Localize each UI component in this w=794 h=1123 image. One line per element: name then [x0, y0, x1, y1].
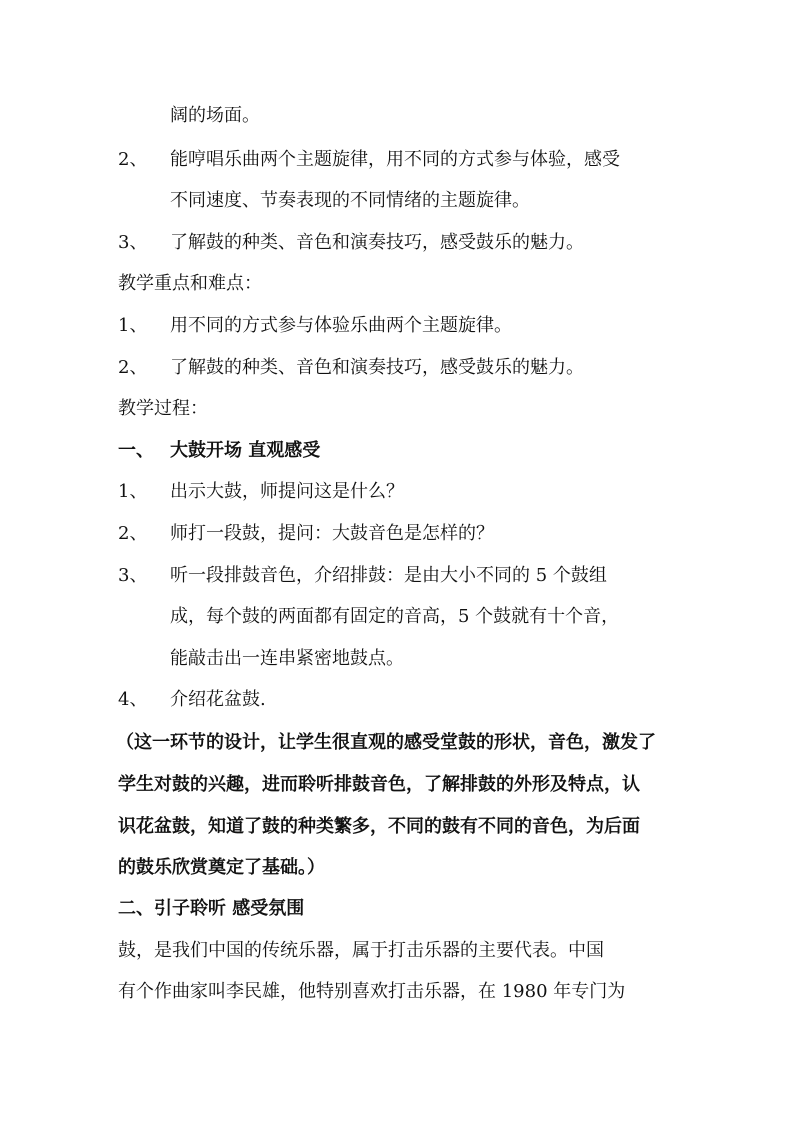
list-number: 一、	[118, 440, 154, 461]
heading-text: 教学过程：	[118, 398, 208, 419]
design-note-text: （这一环节的设计，让学生很直观的感受堂鼓的形状，音色，激发了	[116, 732, 656, 753]
heading-text: 大鼓开场 直观感受	[170, 440, 321, 461]
list-item-text: 了解鼓的种类、音色和演奏技巧，感受鼓乐的魅力。	[170, 232, 584, 253]
list-number: 2、	[118, 357, 148, 378]
heading-text: 二、引子聆听 感受氛围	[118, 898, 305, 919]
list-number: 1、	[118, 481, 148, 502]
list-item-text: 用不同的方式参与体验乐曲两个主题旋律。	[170, 315, 512, 336]
list-item-text: 能哼唱乐曲两个主题旋律，用不同的方式参与体验，感受	[170, 149, 620, 170]
paragraph-text: 鼓，是我们中国的传统乐器，属于打击乐器的主要代表。中国	[118, 940, 604, 961]
paragraph-text: 成，每个鼓的两面都有固定的音高，5 个鼓就有十个音，	[170, 606, 620, 627]
design-note-text: 识花盆鼓，知道了鼓的种类繁多，不同的鼓有不同的音色，为后面	[118, 816, 640, 837]
heading-text: 教学重点和难点：	[118, 273, 262, 294]
list-item-text: 出示大鼓，师提问这是什么？	[170, 481, 404, 502]
list-number: 4、	[118, 689, 148, 710]
paragraph-text: 能敲击出一连串紧密地鼓点。	[170, 648, 404, 669]
list-item-text: 介绍花盆鼓.	[170, 689, 266, 710]
design-note-text: 学生对鼓的兴趣，进而聆听排鼓音色，了解排鼓的外形及特点，认	[118, 774, 640, 795]
list-item-text: 师打一段鼓，提问：大鼓音色是怎样的？	[170, 523, 494, 544]
paragraph-text: 不同速度、节奏表现的不同情绪的主题旋律。	[170, 190, 530, 211]
paragraph-text: 阔的场面。	[170, 105, 260, 126]
list-number: 3、	[118, 565, 148, 586]
list-number: 1、	[118, 315, 148, 336]
paragraph-text: 有个作曲家叫李民雄，他特别喜欢打击乐器，在 1980 年专门为	[118, 981, 626, 1002]
list-number: 2、	[118, 149, 148, 170]
list-item-text: 听一段排鼓音色，介绍排鼓：是由大小不同的 5 个鼓组	[170, 565, 607, 586]
list-number: 2、	[118, 523, 148, 544]
list-item-text: 了解鼓的种类、音色和演奏技巧，感受鼓乐的魅力。	[170, 357, 584, 378]
design-note-text: 的鼓乐欣赏奠定了基础。）	[118, 857, 325, 878]
list-number: 3、	[118, 232, 148, 253]
